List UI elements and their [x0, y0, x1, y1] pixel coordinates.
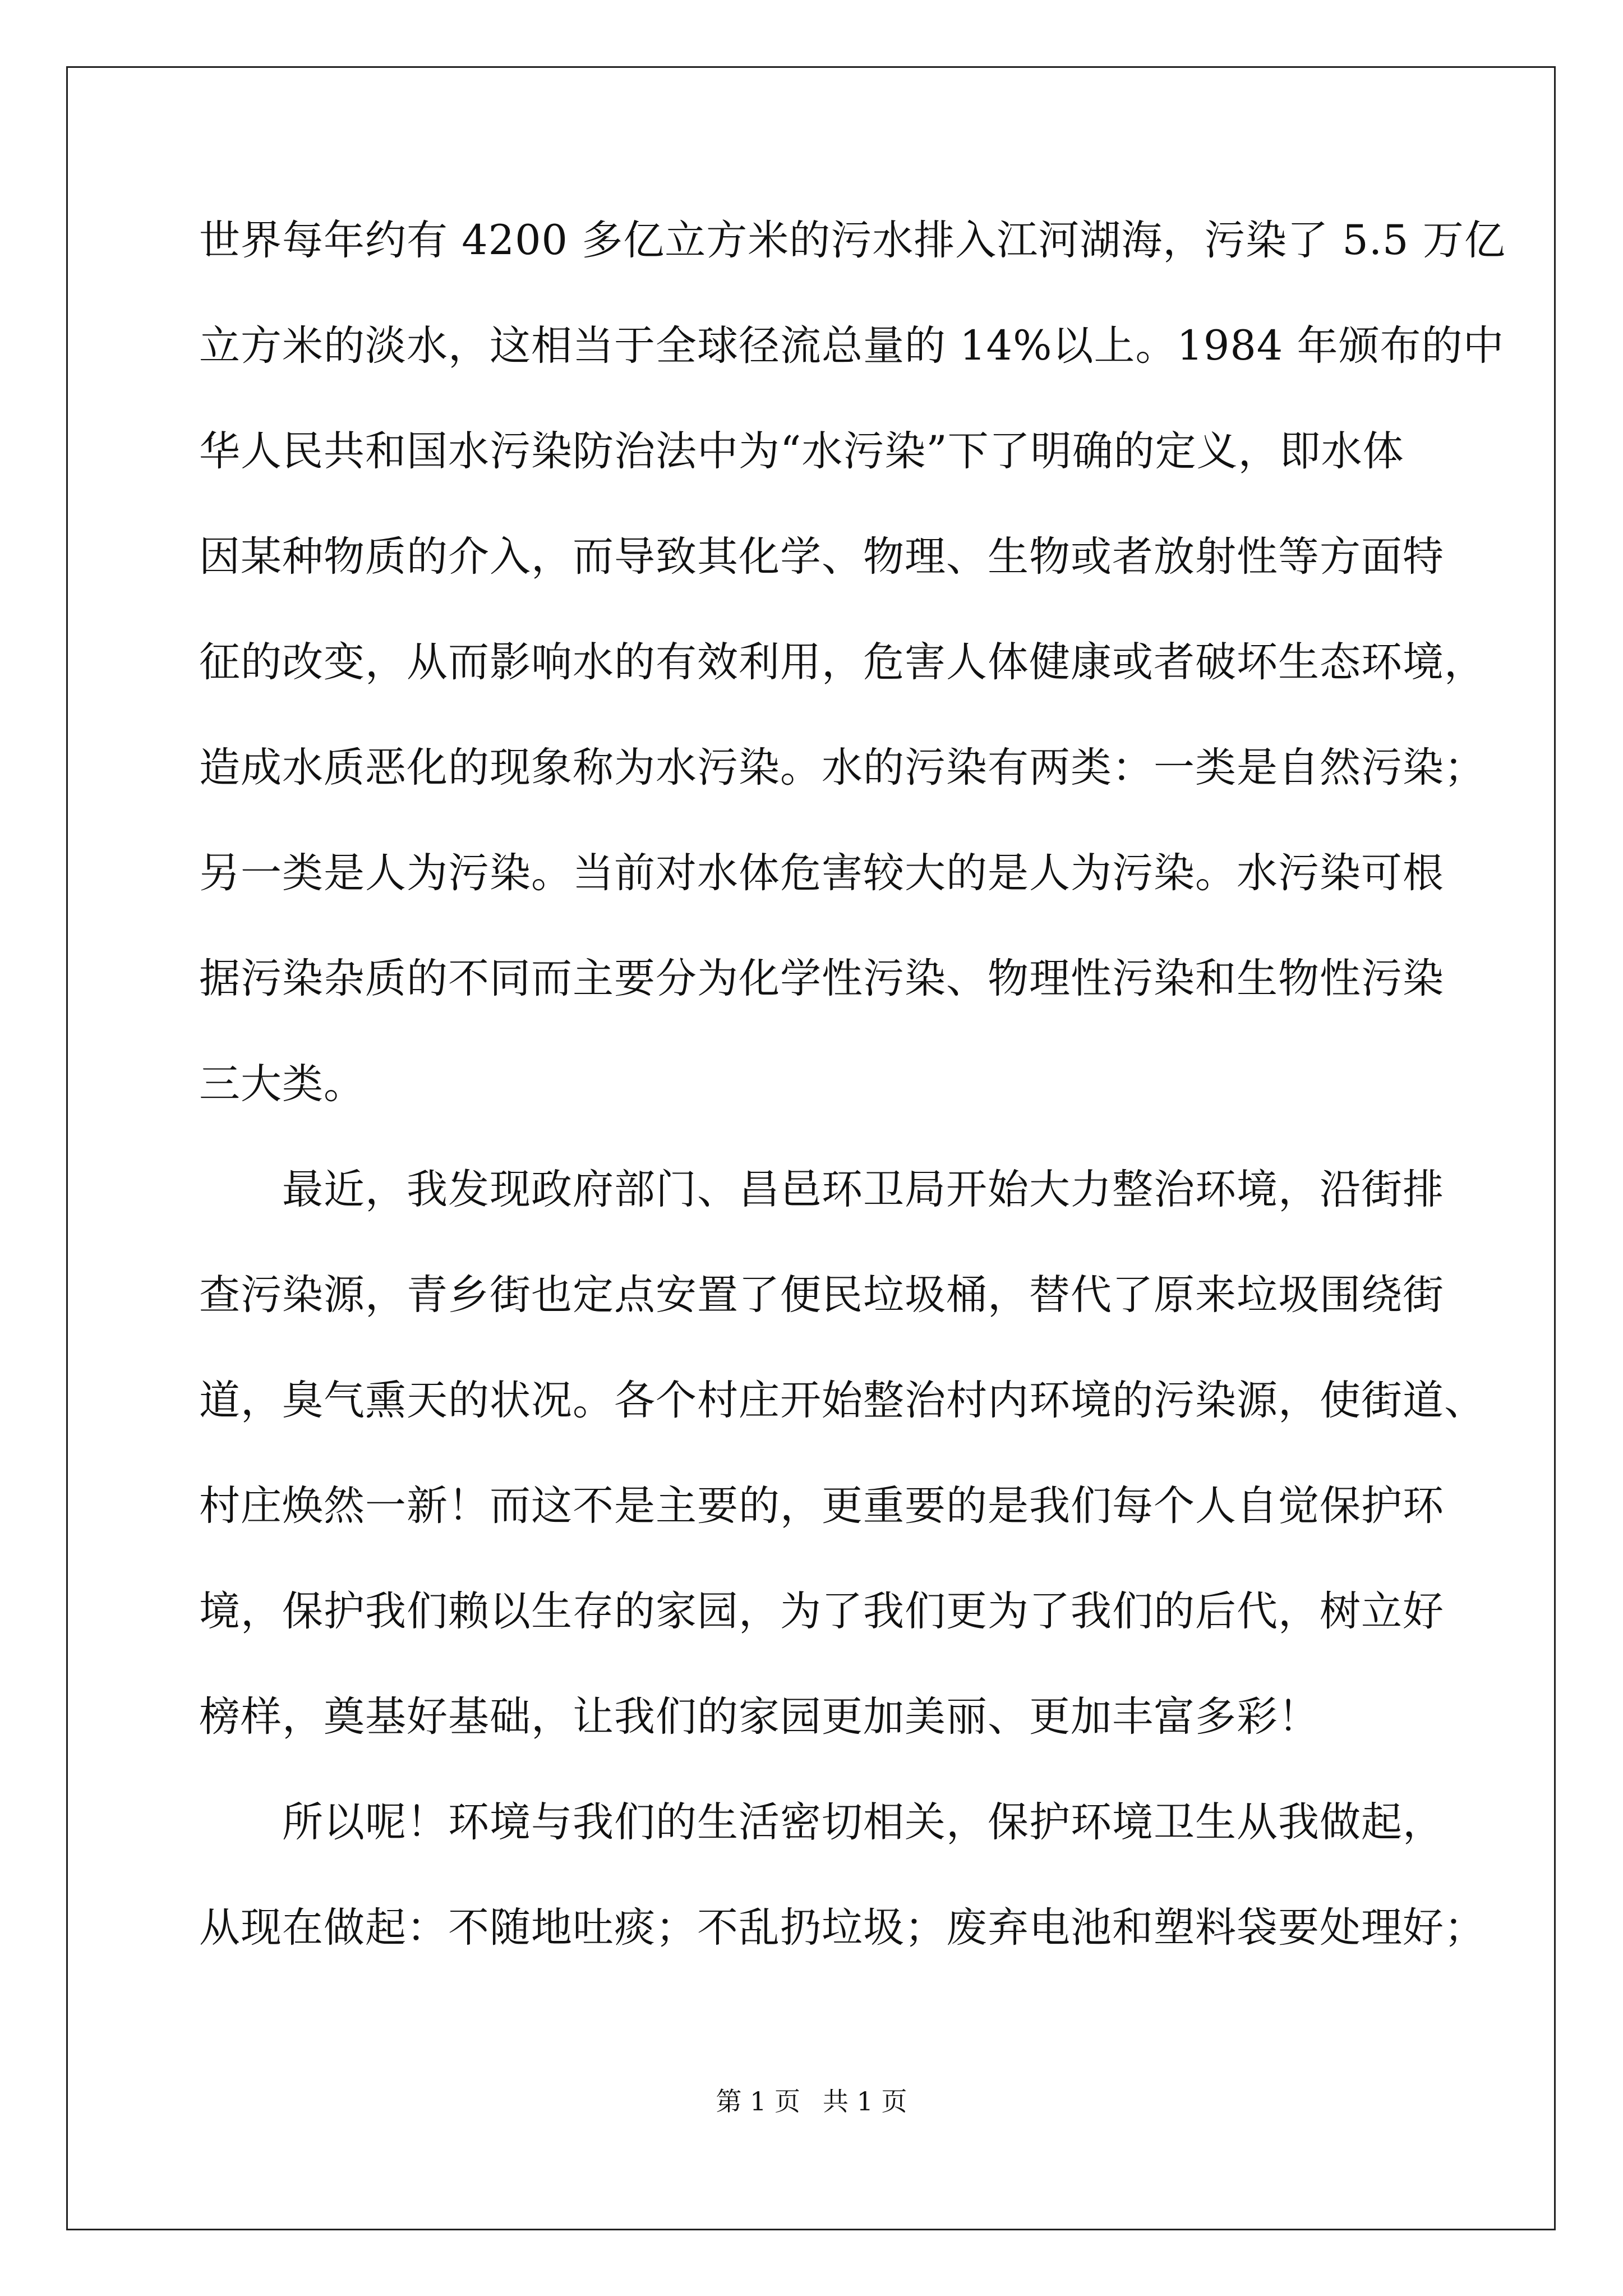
- text-line: 境，保护我们赖以生存的家园，为了我们更为了我们的后代，树立好: [199, 1588, 1444, 1635]
- text-line: 世界每年约有 4200 多亿立方米的污水排入江河湖海，污染了 5.5 万亿: [199, 217, 1506, 264]
- text-line: 最近，我发现政府部门、昌邑环卫局开始大力整治环境，沿街排: [199, 1166, 1444, 1213]
- text-line: 道，臭气熏天的状况。各个村庄开始整治村内环境的污染源，使街道、: [199, 1377, 1486, 1424]
- text-line: 榜样，奠基好基础，让我们的家园更加美丽、更加丰富多彩！: [199, 1693, 1320, 1741]
- text-line: 所以呢！环境与我们的生活密切相关，保护环境卫生从我做起，: [199, 1798, 1444, 1846]
- text-line: 据污染杂质的不同而主要分为化学性污染、物理性污染和生物性污染: [199, 955, 1444, 1002]
- document-body: [199, 217, 1506, 2013]
- text-line: 华人民共和国水污染防治法中为“水污染”下了明确的定义，即水体: [199, 427, 1404, 475]
- text-line: 查污染源，青乡街也定点安置了便民垃圾桶，替代了原来垃圾围绕街: [199, 1271, 1444, 1319]
- text-line: 征的改变，从而影响水的有效利用，危害人体健康或者破坏生态环境，: [199, 638, 1486, 686]
- page-footer: [0, 2088, 1623, 2114]
- text-line: 另一类是人为污染。当前对水体危害较大的是人为污染。水污染可根: [199, 849, 1444, 897]
- text-line: 因某种物质的介入，而导致其化学、物理、生物或者放射性等方面特: [199, 533, 1444, 581]
- text-line: 造成水质恶化的现象称为水污染。水的污染有两类：一类是自然污染；: [199, 744, 1486, 792]
- text-line: 立方米的淡水，这相当于全球径流总量的 14%以上。1984 年颁布的中: [199, 322, 1505, 370]
- page-total: 共 1 页: [823, 2086, 907, 2116]
- text-line: 从现在做起：不随地吐痰；不乱扔垃圾；废弃电池和塑料袋要处理好；: [199, 1904, 1486, 1952]
- page-number: 第 1 页: [716, 2086, 800, 2116]
- text-line: 村庄焕然一新！而这不是主要的，更重要的是我们每个人自觉保护环: [199, 1482, 1444, 1530]
- text-line: 三大类。: [199, 1060, 365, 1108]
